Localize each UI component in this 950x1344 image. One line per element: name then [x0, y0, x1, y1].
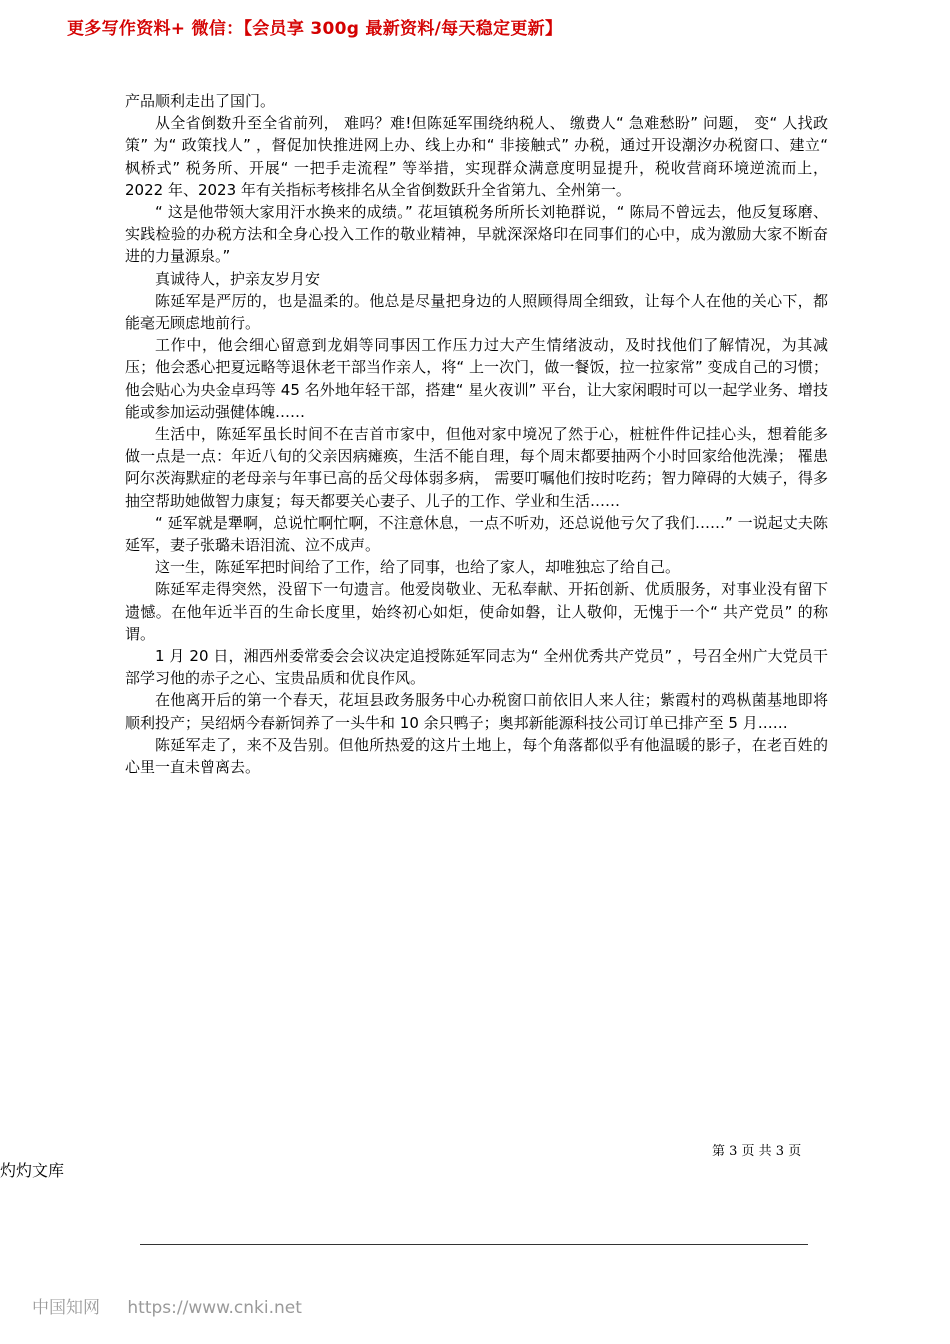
paragraph: 从全省倒数升至全省前列， 难吗？难!但陈延军围绕纳税人、 缴费人“ 急难愁盼” 问题， 变“ 人找政策” 为“ 政策找人” ，督促加快推进网上办、线上办和“ 非接触式” 办税，通过开设潮汐办税窗口、建立“ 枫桥式” 税务所、开展“ 一把手走流程” 等举措，实现群众满意度明显提升，税收营商环境逆流而上，2022 年、2023 年有关指标考核排名从全省倒数跃升全省第九、全州第一。: [125, 114, 828, 199]
paragraph: 陈延军走了，来不及告别。但他所热爱的这片土地上，每个角落都似乎有他温暖的影子，在老百姓的心里一直未曾离去。: [125, 735, 828, 777]
article-body: [125, 90, 828, 778]
paragraph: 陈延军走得突然，没留下一句遗言。他爱岗敬业、无私奉献、开拓创新、优质服务，对事业没有留下遗憾。在他年近半百的生命长度里，始终初心如炬，使命如磐，让人敬仰，无愧于一个“ 共产党员” 的称谓。: [125, 580, 828, 643]
library-label: 灼灼文库: [0, 1161, 65, 1180]
promo-banner: 更多写作资料+ 微信：【会员享 300g 最新资料/每天稳定更新】: [67, 19, 563, 39]
section-heading: 真诚待人，护亲友岁月安: [155, 269, 321, 288]
watermark: [32, 1293, 302, 1318]
paragraph: “ 延军就是犟啊，总说忙啊忙啊，不注意休息，一点不听劝，还总说他亏欠了我们……” 一说起丈夫陈延军，妻子张璐未语泪流、泣不成声。: [125, 513, 828, 555]
page-number: 第 3 页 共 3 页: [712, 1144, 802, 1159]
paragraph: 生活中，陈延军虽长时间不在吉首市家中，但他对家中境况了然于心，桩桩件件记挂心头，想着能多做一点是一点：年近八旬的父亲因病瘫痪，生活不能自理，每个周末都要抽两个小时回家给他洗澡； 罹患阿尔茨海默症的老母亲与年事已高的岳父母体弱多病， 需要叮嘱他们按时吃药；智力障碍的大姨子，得多抽空帮助她做智力康复；每天都要关心妻子、儿子的工作、学业和生活……: [125, 425, 828, 510]
paragraph: 这一生，陈延军把时间给了工作，给了同事，也给了家人，却唯独忘了给自己。: [155, 558, 681, 577]
paragraph: 1 月 20 日，湘西州委常委会会议决定追授陈延军同志为“ 全州优秀共产党员” ，号召全州广大党员干部学习他的赤子之心、宝贵品质和优良作风。: [125, 647, 828, 688]
paragraph: 在他离开后的第一个春天，花垣县政务服务中心办税窗口前依旧人来人往；紫霞村的鸡枞菌基地即将顺利投产；吴绍炳今春新饲养了一头牛和 10 余只鸭子；奥邦新能源科技公司订单已排产至 5 月……: [125, 691, 828, 732]
paragraph: 工作中，他会细心留意到龙娟等同事因工作压力过大产生情绪波动，及时找他们了解情况，为其减压；他会悉心把夏远略等退休老干部当作亲人，将“ 上一次门，做一餐饭，拉一拉家常” 变成自己的习惯；他会贴心为央金卓玛等 45 名外地年轻干部，搭建“ 星火夜训” 平台，让大家闲暇时可以一起学业务、增技能或参加运动强健体魄……: [125, 336, 828, 421]
paragraph-continuation: 产品顺利走出了国门。: [125, 92, 276, 110]
footer-divider: [140, 1244, 808, 1245]
watermark-url: https://www.cnki.net: [127, 1298, 302, 1318]
paragraph: “ 这是他带领大家用汗水换来的成绩。” 花垣镇税务所所长刘艳群说，“ 陈局不曾远去，他反复琢磨、实践检验的办税方法和全身心投入工作的敬业精神，早就深深烙印在同事们的心中，成为激励大家不断奋进的力量源泉。”: [125, 203, 828, 266]
watermark-brand: 中国知网: [32, 1298, 100, 1318]
paragraph: 陈延军是严厉的，也是温柔的。他总是尽量把身边的人照顾得周全细致，让每个人在他的关心下，都能毫无顾虑地前行。: [125, 291, 828, 333]
